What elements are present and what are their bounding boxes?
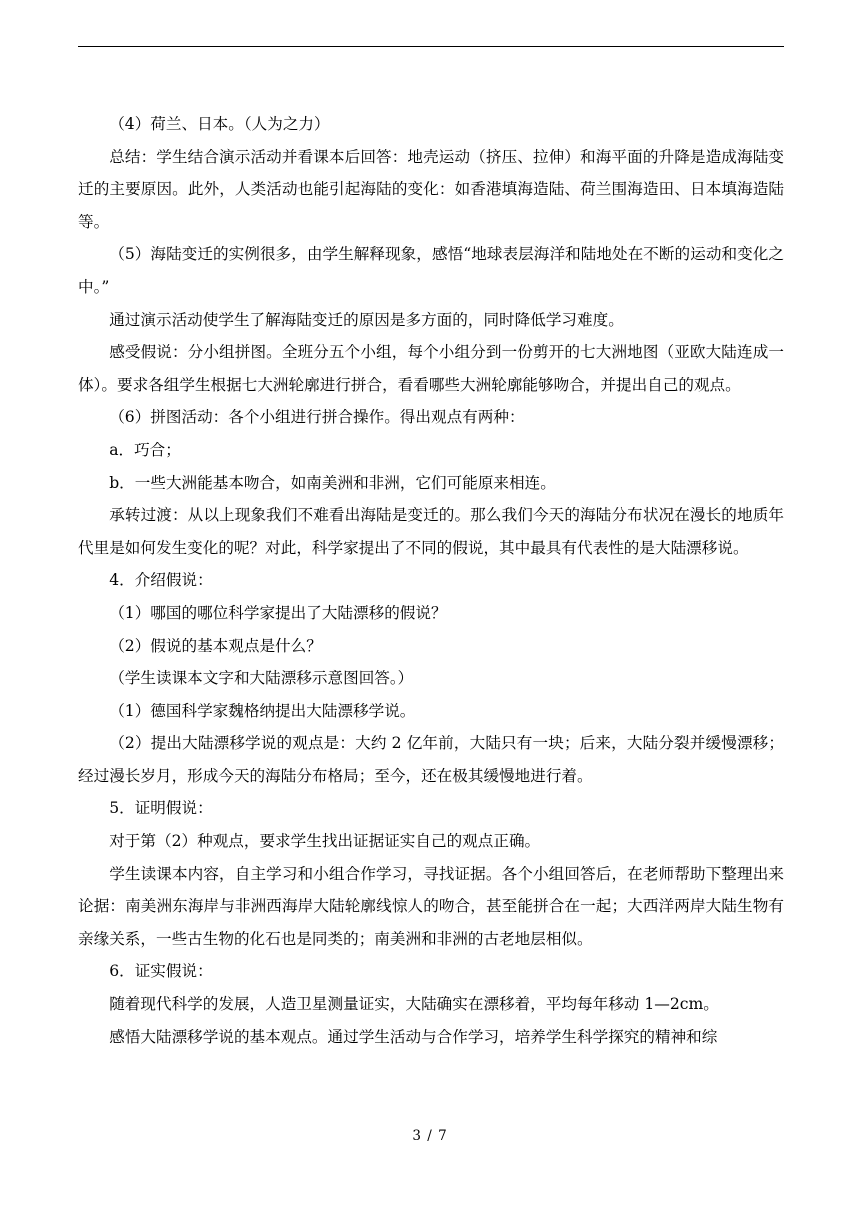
paragraph: （5）海陆变迁的实例很多，由学生解释现象，感悟“地球表层海洋和陆地处在不断的运动和变化之中。” [78,245,784,296]
paragraph: （4）荷兰、日本。（人为之力） [109,115,330,133]
document-body [78,108,784,1053]
paragraph: （学生读课本文字和大陆漂移示意图回答。） [109,669,414,688]
paragraph: （1）哪国的哪位科学家提出了大陆漂移的假说？ [109,603,447,622]
paragraph: 通过演示活动使学生了解海陆变迁的原因是多方面的，同时降低学习难度。 [109,310,624,329]
paragraph: （2）提出大陆漂移学说的观点是：大约 2 亿年前，大陆只有一块；后来，大陆分裂并缓慢漂移；经过漫长岁月，形成今天的海陆分布格局；至今，还在极其缓慢地进行着。 [78,734,784,785]
paragraph: 学生读课本内容，自主学习和小组合作学习，寻找证据。各个小组回答后，在老师帮助下整理出来论据：南美洲东海岸与非洲西海岸大陆轮廓线惊人的吻合，甚至能拼合在一起；大西洋两岸大陆生物有亲缘关系，一些古生物的化石也是同类的；南美洲和非洲的古老地层相似。 [78,864,784,948]
paragraph: 5．证明假说： [109,799,213,818]
paragraph: （1）德国科学家魏格纳提出大陆漂移学说。 [109,701,416,720]
paragraph: 感受假说：分小组拼图。全班分五个小组，每个小组分到一份剪开的七大洲地图（亚欧大陆连成一体）。要求各组学生根据七大洲轮廓进行拼合，看看哪些大洲轮廓能够吻合，并提出自己的观点。 [78,343,784,394]
paragraph: （2）假说的基本观点是什么？ [109,636,322,655]
paragraph: 总结：学生结合演示活动并看课本后回答：地壳运动（挤压、拉伸）和海平面的升降是造成海陆变迁的主要原因。此外，人类活动也能引起海陆的变化：如香港填海造陆、荷兰围海造田、日本填海造陆等。 [78,147,784,231]
paragraph: 6．证实假说： [109,962,213,981]
paragraph: b．一些大洲能基本吻合，如南美洲和非洲，它们可能原来相连。 [109,473,556,492]
paragraph: a．巧合； [109,440,181,459]
header-rule [78,46,784,47]
paragraph: 承转过渡：从以上现象我们不难看出海陆是变迁的。那么我们今天的海陆分布状况在漫长的地质年代里是如何发生变化的呢？对此，科学家提出了不同的假说，其中最具有代表性的是大陆漂移说。 [78,506,784,557]
paragraph: 感悟大陆漂移学说的基本观点。通过学生活动与合作学习，培养学生科学探究的精神和综 [109,1027,718,1046]
paragraph: 4．介绍假说： [109,571,213,590]
page-number: 3 / 7 [412,1128,448,1144]
paragraph: 随着现代科学的发展，人造卫星测量证实，大陆确实在漂移着，平均每年移动 1—2cm。 [109,995,719,1014]
paragraph: 对于第（2）种观点，要求学生找出证据证实自己的观点正确。 [109,832,541,851]
paragraph: （6）拼图活动：各个小组进行拼合操作。得出观点有两种： [109,408,525,427]
